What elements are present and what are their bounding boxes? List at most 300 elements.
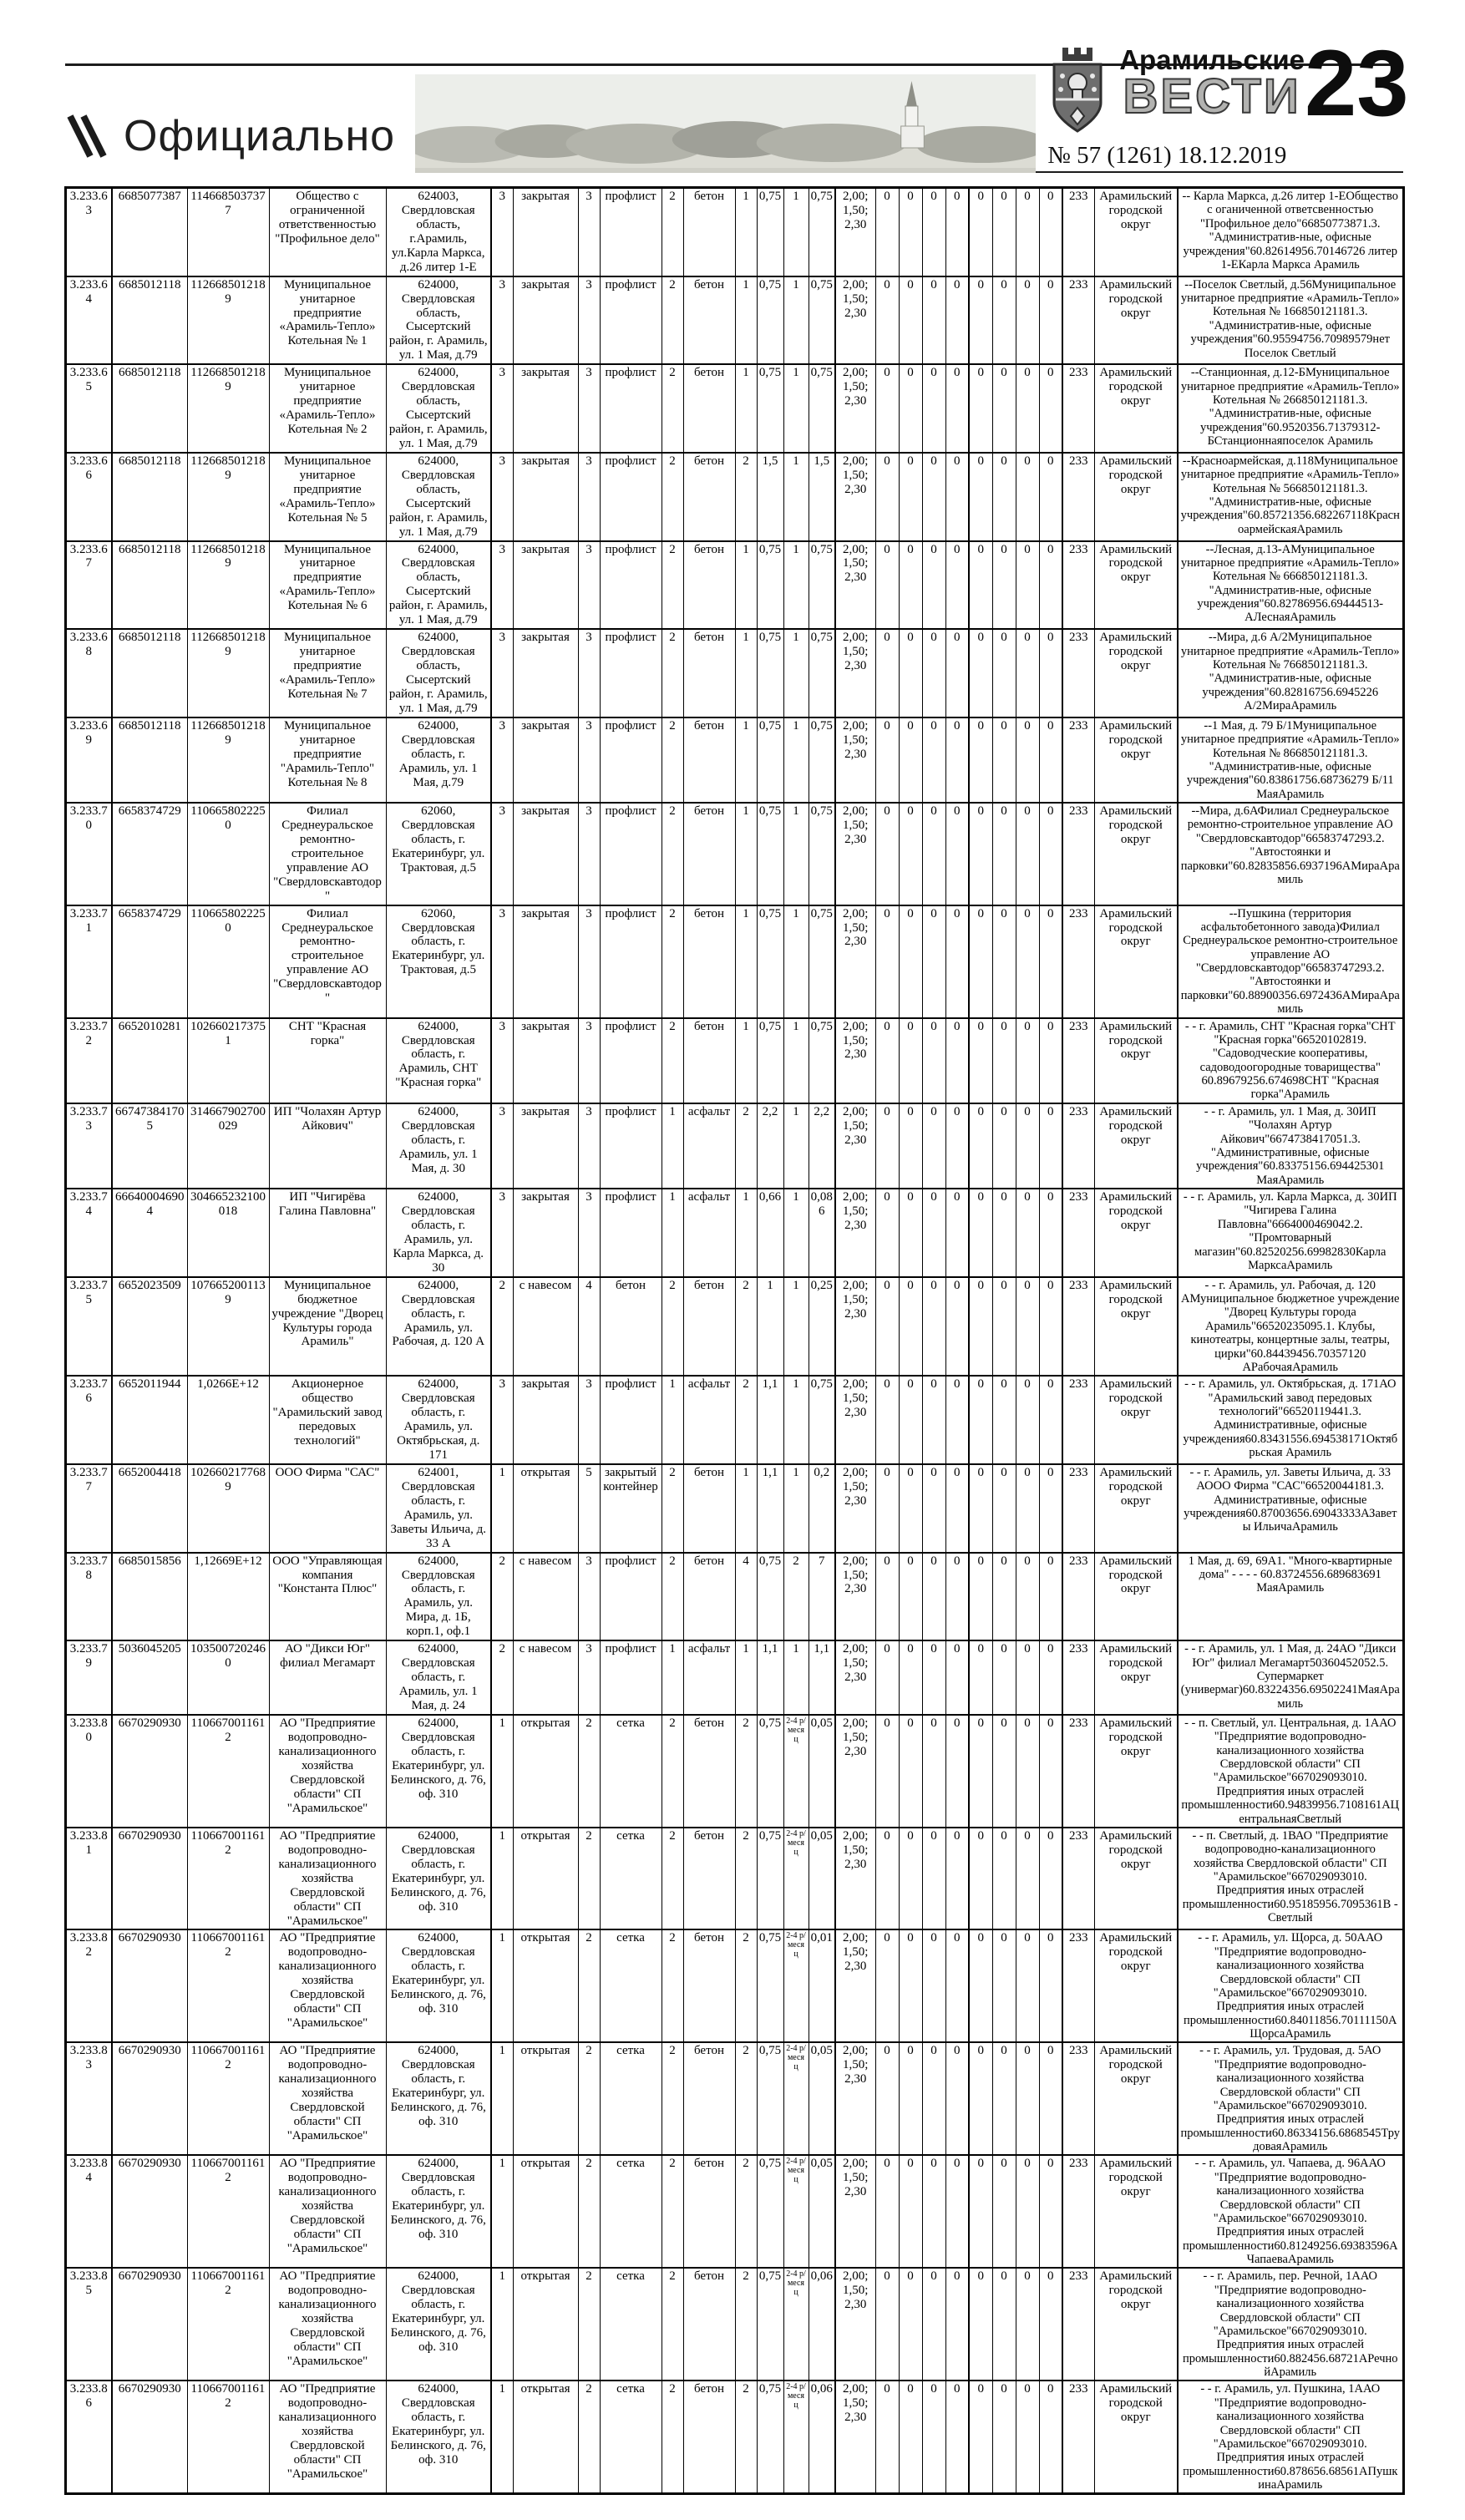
- table-cell: 0: [1039, 188, 1062, 276]
- table-row: [65, 1929, 1403, 2042]
- table-cell: 0,75: [757, 541, 783, 630]
- table-cell: 6658374729: [112, 803, 187, 905]
- table-cell: 624000, Свердловская область, г. Арамиль, ул. Мира, д. 1Б, корп.1, оф.1: [386, 1553, 491, 1641]
- table-cell: 624000, Свердловская область, г. Екатеринбург, ул. Белинского, д. 76, оф. 310: [386, 1715, 491, 1828]
- table-cell: 304665232100018: [187, 1189, 269, 1277]
- table-cell: 0: [875, 188, 899, 276]
- table-cell: 0,75: [757, 1018, 783, 1103]
- table-cell: 0: [1016, 2042, 1039, 2155]
- table-cell: 0: [945, 1553, 969, 1641]
- table-cell: 2,00; 1,50; 2,30: [835, 2155, 875, 2268]
- table-cell: 2: [578, 2268, 600, 2381]
- table-cell: 0: [969, 188, 992, 276]
- table-cell: 233: [1062, 1828, 1094, 1930]
- table-cell: 3.233.81: [65, 1828, 112, 1930]
- table-cell: закрытая: [513, 1103, 578, 1189]
- table-cell: закрытая: [513, 453, 578, 541]
- table-cell: АО "Предприятие водопроводно-канализационного хозяйства Свердловской области" СП "Арамильское": [269, 2155, 386, 2268]
- table-cell: 233: [1062, 276, 1094, 365]
- table-cell: профлист: [600, 1376, 662, 1464]
- table-cell: 0: [1039, 2042, 1062, 2155]
- table-cell: 3: [578, 629, 600, 717]
- table-cell: бетон: [683, 1828, 735, 1930]
- table-cell: 0: [875, 717, 899, 803]
- table-row: [65, 2268, 1403, 2381]
- table-cell: Филиал Среднеуральское ремонтно-строительное управление АО "Свердловскавтодор": [269, 905, 386, 1018]
- table-cell: 0: [922, 2381, 945, 2494]
- table-cell: - - г. Арамиль, ул. Трудовая, д. 5АО "Предприятие водопроводно-канализационного хозяйства Свердловской области" СП "Арамильское"667029093010. Предприятия иных отраслей промышленности60.86334156.6868545ТрудоваяАрамиль: [1178, 2042, 1403, 2155]
- table-cell: 1: [735, 803, 757, 905]
- table-cell: Арамильский городской округ: [1094, 629, 1178, 717]
- table-cell: 624000, Свердловская область, г. Арамиль, ул. 1 Мая, д.79: [386, 717, 491, 803]
- table-cell: бетон: [683, 1929, 735, 2042]
- table-cell: Филиал Среднеуральское ремонтно-строительное управление АО "Свердловскавтодор": [269, 803, 386, 905]
- table-row: [65, 453, 1403, 541]
- table-row: [65, 905, 1403, 1018]
- table-cell: с навесом: [513, 1553, 578, 1641]
- table-cell: закрытая: [513, 905, 578, 1018]
- table-cell: 0: [969, 541, 992, 630]
- table-cell: 2,00; 1,50; 2,30: [835, 1018, 875, 1103]
- table-cell: 1: [735, 905, 757, 1018]
- table-cell: 2,00; 1,50; 2,30: [835, 905, 875, 1018]
- table-cell: АО "Предприятие водопроводно-канализационного хозяйства Свердловской области" СП "Арамильское": [269, 2381, 386, 2494]
- table-cell: 667473841705: [112, 1103, 187, 1189]
- table-cell: 1,5: [757, 453, 783, 541]
- table-cell: 2: [662, 276, 683, 365]
- table-cell: 0: [1039, 1376, 1062, 1464]
- table-cell: 3.233.72: [65, 1018, 112, 1103]
- table-cell: --Поселок Светлый, д.56Муниципальное унитарное предприятие «Арамиль-Тепло» Котельная № 166850121181.3. "Административ-ные, офисные учреждения"60.95594756.70989579нет Поселок Светлый: [1178, 276, 1403, 365]
- masthead: [33, 31, 1435, 173]
- table-cell: сетка: [600, 2155, 662, 2268]
- table-cell: 233: [1062, 1715, 1094, 1828]
- table-cell: Арамильский городской округ: [1094, 1715, 1178, 1828]
- table-cell: 3.233.66: [65, 453, 112, 541]
- table-cell: Арамильский городской округ: [1094, 1277, 1178, 1377]
- table-cell: 0: [945, 803, 969, 905]
- table-cell: 2-4 р/ месяц: [783, 2268, 809, 2381]
- section-title: Официально: [124, 112, 396, 160]
- table-cell: 2,00; 1,50; 2,30: [835, 2042, 875, 2155]
- table-cell: 3.233.85: [65, 2268, 112, 2381]
- table-cell: 0: [922, 1553, 945, 1641]
- table-cell: 624000, Свердловская область, г. Екатеринбург, ул. Белинского, д. 76, оф. 310: [386, 1828, 491, 1930]
- table-cell: 233: [1062, 453, 1094, 541]
- table-cell: 3: [491, 541, 513, 630]
- table-cell: 1: [783, 276, 809, 365]
- table-cell: 1: [735, 1018, 757, 1103]
- table-cell: 1: [735, 541, 757, 630]
- table-cell: 0: [899, 188, 922, 276]
- table-cell: 233: [1062, 717, 1094, 803]
- table-cell: 624000, Свердловская область, Сысертский район, г. Арамиль, ул. 1 Мая, д.79: [386, 541, 491, 630]
- table-cell: 2,00; 1,50; 2,30: [835, 541, 875, 630]
- table-cell: 0: [992, 1018, 1016, 1103]
- table-cell: 3: [491, 905, 513, 1018]
- table-cell: 1: [735, 276, 757, 365]
- registry-table: [64, 186, 1405, 2495]
- table-cell: 0: [969, 1828, 992, 1930]
- table-cell: --Станционная, д.12-БМуниципальное унитарное предприятие «Арамиль-Тепло» Котельная № 266850121181.3. "Административ-ные, офисные учреждения"60.9520356.71379312-БСтанционнаяпоселок Арамиль: [1178, 364, 1403, 453]
- table-cell: 3: [578, 453, 600, 541]
- table-cell: 0: [992, 188, 1016, 276]
- table-cell: сетка: [600, 1715, 662, 1828]
- table-cell: 0,75: [809, 1018, 835, 1103]
- table-cell: закрытая: [513, 364, 578, 453]
- table-cell: 0,05: [809, 1715, 835, 1828]
- table-cell: 3: [578, 1640, 600, 1715]
- table-cell: 3.233.77: [65, 1464, 112, 1553]
- table-cell: 2: [735, 2042, 757, 2155]
- table-cell: 0: [945, 541, 969, 630]
- table-cell: закрытая: [513, 1376, 578, 1464]
- table-cell: 0: [1039, 2155, 1062, 2268]
- table-cell: 0,75: [809, 1376, 835, 1464]
- table-cell: 0: [899, 276, 922, 365]
- table-cell: 2: [662, 803, 683, 905]
- table-cell: 3: [491, 803, 513, 905]
- table-cell: 1: [735, 188, 757, 276]
- table-cell: 3: [491, 1018, 513, 1103]
- table-cell: 0: [945, 2155, 969, 2268]
- table-cell: 3: [491, 1376, 513, 1464]
- table-cell: АО "Предприятие водопроводно-канализационного хозяйства Свердловской области" СП "Арамильское": [269, 1929, 386, 2042]
- table-cell: 0: [945, 1828, 969, 1930]
- table-cell: 3.233.68: [65, 629, 112, 717]
- table-cell: 0,2: [809, 1464, 835, 1553]
- table-cell: 0: [945, 1018, 969, 1103]
- table-cell: 3: [578, 905, 600, 1018]
- table-cell: профлист: [600, 1103, 662, 1189]
- page-content: [33, 173, 1435, 2495]
- table-cell: 0,75: [757, 1929, 783, 2042]
- table-cell: 3: [491, 188, 513, 276]
- table-cell: 0: [1039, 1828, 1062, 1930]
- table-cell: 0: [1016, 2268, 1039, 2381]
- coat-of-arms: [1047, 46, 1119, 140]
- table-cell: 2: [662, 188, 683, 276]
- table-cell: 0: [1039, 541, 1062, 630]
- table-cell: закрытая: [513, 276, 578, 365]
- table-cell: 2: [735, 1715, 757, 1828]
- table-cell: АО "Предприятие водопроводно-канализационного хозяйства Свердловской области" СП "Арамильское": [269, 2042, 386, 2155]
- table-cell: 2: [735, 2381, 757, 2494]
- table-cell: 0,05: [809, 1828, 835, 1930]
- table-cell: 2: [662, 2155, 683, 2268]
- table-cell: 4: [735, 1553, 757, 1641]
- table-cell: 2-4 р/ месяц: [783, 1929, 809, 2042]
- table-cell: 0: [1016, 1553, 1039, 1641]
- table-cell: 5036045205: [112, 1640, 187, 1715]
- table-cell: 1: [491, 1715, 513, 1828]
- table-cell: 0,75: [757, 2042, 783, 2155]
- table-cell: 1,1: [757, 1376, 783, 1464]
- table-cell: бетон: [683, 1464, 735, 1553]
- table-cell: --Лесная, д.13-АМуниципальное унитарное предприятие «Арамиль-Тепло» Котельная № 666850121181.3. "Административ-ные, офисные учреждения"60.82786956.69444513-АЛеснаяАрамиль: [1178, 541, 1403, 630]
- table-cell: 1026602177689: [187, 1464, 269, 1553]
- table-cell: профлист: [600, 541, 662, 630]
- table-cell: 1: [735, 1640, 757, 1715]
- table-cell: 1106670011612: [187, 1929, 269, 2042]
- table-cell: 0: [969, 1715, 992, 1828]
- table-cell: 0: [875, 1553, 899, 1641]
- table-cell: 1: [662, 1376, 683, 1464]
- table-cell: 2: [662, 1277, 683, 1377]
- table-cell: 0: [922, 276, 945, 365]
- table-cell: 0: [875, 2155, 899, 2268]
- table-cell: 1: [662, 1640, 683, 1715]
- table-cell: Арамильский городской округ: [1094, 1189, 1178, 1277]
- table-row: [65, 2381, 1403, 2494]
- table-cell: 0,01: [809, 1929, 835, 2042]
- table-row: [65, 1464, 1403, 1553]
- table-cell: Арамильский городской округ: [1094, 1464, 1178, 1553]
- table-cell: 1: [757, 1277, 783, 1377]
- table-cell: 0: [992, 2155, 1016, 2268]
- table-cell: 1076652001139: [187, 1277, 269, 1377]
- table-cell: 3.233.84: [65, 2155, 112, 2268]
- table-cell: 0: [969, 905, 992, 1018]
- table-cell: 3.233.74: [65, 1189, 112, 1277]
- table-cell: 1,1: [809, 1640, 835, 1715]
- table-row: [65, 1189, 1403, 1277]
- table-cell: 0: [969, 717, 992, 803]
- table-cell: 0: [1016, 1715, 1039, 1828]
- table-cell: 2: [783, 1553, 809, 1641]
- table-cell: --Красноармейская, д.118Муниципальное унитарное предприятие «Арамиль-Тепло» Котельная № 566850121181.3. "Административ-ные, офисные учреждения"60.85721356.682267118КрасноармейскаяАрамиль: [1178, 453, 1403, 541]
- newspaper-name-bottom: ВЕСТИ: [1123, 68, 1301, 124]
- table-cell: Арамильский городской округ: [1094, 1929, 1178, 2042]
- table-cell: 2,00; 1,50; 2,30: [835, 1103, 875, 1189]
- table-cell: 2,00; 1,50; 2,30: [835, 1929, 875, 2042]
- table-cell: 0: [992, 803, 1016, 905]
- table-cell: асфальт: [683, 1376, 735, 1464]
- table-cell: открытая: [513, 1464, 578, 1553]
- table-cell: 0: [1039, 1715, 1062, 1828]
- table-cell: 0,25: [809, 1277, 835, 1377]
- table-cell: 0: [899, 1464, 922, 1553]
- table-cell: 6670290930: [112, 2155, 187, 2268]
- table-cell: 6685012118: [112, 453, 187, 541]
- table-cell: 0: [922, 453, 945, 541]
- table-cell: 2,00; 1,50; 2,30: [835, 453, 875, 541]
- table-cell: 0,75: [757, 1553, 783, 1641]
- table-cell: бетон: [683, 629, 735, 717]
- table-cell: 0: [1016, 905, 1039, 1018]
- table-cell: 0,75: [809, 541, 835, 630]
- table-cell: 3.233.73: [65, 1103, 112, 1189]
- page-number: 23: [1305, 31, 1409, 135]
- table-cell: 0: [945, 1929, 969, 2042]
- table-cell: 0,75: [809, 364, 835, 453]
- table-cell: 2,2: [757, 1103, 783, 1189]
- table-cell: 2: [578, 1715, 600, 1828]
- table-cell: 0: [945, 629, 969, 717]
- table-cell: 6670290930: [112, 2042, 187, 2155]
- table-cell: 0: [922, 364, 945, 453]
- table-cell: 3: [578, 803, 600, 905]
- table-cell: 0: [945, 2042, 969, 2155]
- table-cell: Арамильский городской округ: [1094, 1376, 1178, 1464]
- table-cell: 1,5: [809, 453, 835, 541]
- table-cell: 0: [875, 1277, 899, 1377]
- table-cell: АО "Предприятие водопроводно-канализационного хозяйства Свердловской области" СП "Арамильское": [269, 1828, 386, 1930]
- table-cell: 0,05: [809, 2155, 835, 2268]
- table-cell: Арамильский городской округ: [1094, 1640, 1178, 1715]
- table-cell: открытая: [513, 2155, 578, 2268]
- table-cell: 233: [1062, 1018, 1094, 1103]
- table-cell: 0: [969, 2268, 992, 2381]
- table-cell: 624000, Свердловская область, Сысертский район, г. Арамиль, ул. 1 Мая, д.79: [386, 364, 491, 453]
- table-cell: Арамильский городской округ: [1094, 1553, 1178, 1641]
- table-cell: 2,00; 1,50; 2,30: [835, 1715, 875, 1828]
- table-cell: 3.233.80: [65, 1715, 112, 1828]
- table-cell: 1126685012189: [187, 453, 269, 541]
- table-cell: 0: [922, 1715, 945, 1828]
- table-cell: 2-4 р/ месяц: [783, 1828, 809, 1930]
- table-cell: 1: [735, 1464, 757, 1553]
- table-cell: 0: [899, 2042, 922, 2155]
- table-cell: Арамильский городской округ: [1094, 364, 1178, 453]
- table-cell: - - г. Арамиль, ул. 1 Мая, д. 30ИП "Чолахян Артур Айкович"6674738417051.3. "Административные, офисные учреждения"60.83375156.694425301 МаяАрамиль: [1178, 1103, 1403, 1189]
- table-cell: 6670290930: [112, 1828, 187, 1930]
- table-cell: Арамильский городской округ: [1094, 276, 1178, 365]
- table-cell: 2: [735, 1376, 757, 1464]
- table-cell: 624000, Свердловская область, г. Арамиль, ул. 1 Мая, д. 30: [386, 1103, 491, 1189]
- table-cell: 0: [899, 1828, 922, 1930]
- table-cell: 0: [875, 1929, 899, 2042]
- table-cell: 0: [922, 629, 945, 717]
- section-header: [65, 89, 415, 173]
- table-cell: 0: [922, 1277, 945, 1377]
- table-cell: 0: [992, 1464, 1016, 1553]
- table-cell: 0: [899, 1640, 922, 1715]
- table-cell: 0,75: [757, 629, 783, 717]
- table-cell: 2-4 р/ месяц: [783, 2042, 809, 2155]
- table-cell: Муниципальное унитарное предприятие «Арамиль-Тепло» Котельная № 5: [269, 453, 386, 541]
- table-cell: 1: [491, 2381, 513, 2494]
- table-cell: АО "Предприятие водопроводно-канализационного хозяйства Свердловской области" СП "Арамильское": [269, 2268, 386, 2381]
- table-cell: 0: [1039, 905, 1062, 1018]
- table-cell: АО "Предприятие водопроводно-канализационного хозяйства Свердловской области" СП "Арамильское": [269, 1715, 386, 1828]
- table-cell: 6652010281: [112, 1018, 187, 1103]
- table-cell: 0,75: [757, 1828, 783, 1930]
- table-cell: 233: [1062, 2381, 1094, 2494]
- table-cell: 0: [945, 905, 969, 1018]
- table-cell: 6685012118: [112, 717, 187, 803]
- table-cell: 2-4 р/ месяц: [783, 2155, 809, 2268]
- table-cell: бетон: [683, 276, 735, 365]
- table-cell: 0: [875, 629, 899, 717]
- table-cell: 0: [1039, 1018, 1062, 1103]
- table-cell: 2: [578, 2042, 600, 2155]
- table-cell: 0: [945, 717, 969, 803]
- table-cell: 0: [1016, 1464, 1039, 1553]
- table-cell: 0: [1039, 2268, 1062, 2381]
- table-cell: 0: [922, 1929, 945, 2042]
- table-cell: профлист: [600, 1553, 662, 1641]
- table-cell: 0: [899, 1715, 922, 1828]
- table-cell: 1: [783, 1376, 809, 1464]
- table-cell: 2: [662, 905, 683, 1018]
- table-cell: 0: [969, 803, 992, 905]
- table-cell: бетон: [683, 2268, 735, 2381]
- table-cell: 2: [662, 1018, 683, 1103]
- table-cell: 0: [1039, 1553, 1062, 1641]
- table-cell: 3: [578, 1103, 600, 1189]
- table-cell: ИП "Чолахян Артур Айкович": [269, 1103, 386, 1189]
- table-cell: 0: [899, 2381, 922, 2494]
- table-cell: 0: [992, 905, 1016, 1018]
- table-cell: 0: [875, 1828, 899, 1930]
- table-cell: 0: [1016, 717, 1039, 803]
- table-cell: 3.233.65: [65, 364, 112, 453]
- table-cell: 0: [945, 1640, 969, 1715]
- table-cell: ООО Фирма "САС": [269, 1464, 386, 1553]
- table-cell: с навесом: [513, 1277, 578, 1377]
- table-cell: 0: [992, 276, 1016, 365]
- table-cell: --Мира, д.6АФилиал Среднеуральское ремонтно-строительное управление АО "Свердловскавтодор"66583747293.2. "Автостоянки и парковки"60.82835856.6937196АМираАрамиль: [1178, 803, 1403, 905]
- table-cell: 0: [922, 905, 945, 1018]
- table-cell: -- Карла Маркса, д.26 литер 1-ЕОбщество с оганиченной ответсвенностью "Профильное дело"66850773871.3. "Административ-ные, офисные учреждения"60.82614956.70146726 литер 1-ЕКарла Маркса Арамиль: [1178, 188, 1403, 276]
- table-cell: 0: [1039, 1640, 1062, 1715]
- table-cell: 0: [1016, 1277, 1039, 1377]
- table-cell: 1: [491, 1929, 513, 2042]
- table-cell: бетон: [683, 1018, 735, 1103]
- table-cell: 6685077387: [112, 188, 187, 276]
- table-cell: 1: [735, 629, 757, 717]
- table-cell: открытая: [513, 2381, 578, 2494]
- table-cell: 0: [945, 453, 969, 541]
- table-cell: 0: [1039, 364, 1062, 453]
- table-cell: 233: [1062, 2155, 1094, 2268]
- table-cell: АО "Дикси Юг" филиал Мегамарт: [269, 1640, 386, 1715]
- table-cell: 0,75: [809, 717, 835, 803]
- table-cell: 233: [1062, 188, 1094, 276]
- table-cell: 0: [992, 453, 1016, 541]
- table-cell: 2,00; 1,50; 2,30: [835, 1553, 875, 1641]
- table-row: [65, 629, 1403, 717]
- table-cell: профлист: [600, 717, 662, 803]
- table-cell: 0: [1039, 717, 1062, 803]
- table-cell: 1106670011612: [187, 2381, 269, 2494]
- table-cell: 233: [1062, 1929, 1094, 2042]
- table-cell: 624000, Свердловская область, г. Екатеринбург, ул. Белинского, д. 76, оф. 310: [386, 2155, 491, 2268]
- table-cell: Арамильский городской округ: [1094, 541, 1178, 630]
- table-cell: 1: [783, 1018, 809, 1103]
- table-cell: 0: [875, 1018, 899, 1103]
- table-cell: закрытая: [513, 541, 578, 630]
- table-cell: 1: [783, 1189, 809, 1277]
- table-cell: 0: [992, 1828, 1016, 1930]
- table-cell: 1106670011612: [187, 2268, 269, 2381]
- table-row: [65, 1103, 1403, 1189]
- table-cell: 1: [491, 2268, 513, 2381]
- registry-table-body: [65, 188, 1403, 2494]
- table-cell: --Мира, д.6 А/2Муниципальное унитарное предприятие «Арамиль-Тепло» Котельная № 766850121181.3. "Административ-ные, офисные учреждения"60.82816756.6945226 А/2МираАрамиль: [1178, 629, 1403, 717]
- table-cell: профлист: [600, 629, 662, 717]
- table-cell: асфальт: [683, 1189, 735, 1277]
- table-cell: 0: [945, 2268, 969, 2381]
- table-cell: 624000, Свердловская область, Сысертский район, г. Арамиль, ул. 1 Мая, д.79: [386, 629, 491, 717]
- table-cell: 1: [783, 905, 809, 1018]
- table-cell: 6685015856: [112, 1553, 187, 1641]
- table-cell: профлист: [600, 364, 662, 453]
- table-cell: бетон: [683, 1553, 735, 1641]
- table-cell: Общество с ограниченной ответственностью "Профильное дело": [269, 188, 386, 276]
- table-cell: 3.233.71: [65, 905, 112, 1018]
